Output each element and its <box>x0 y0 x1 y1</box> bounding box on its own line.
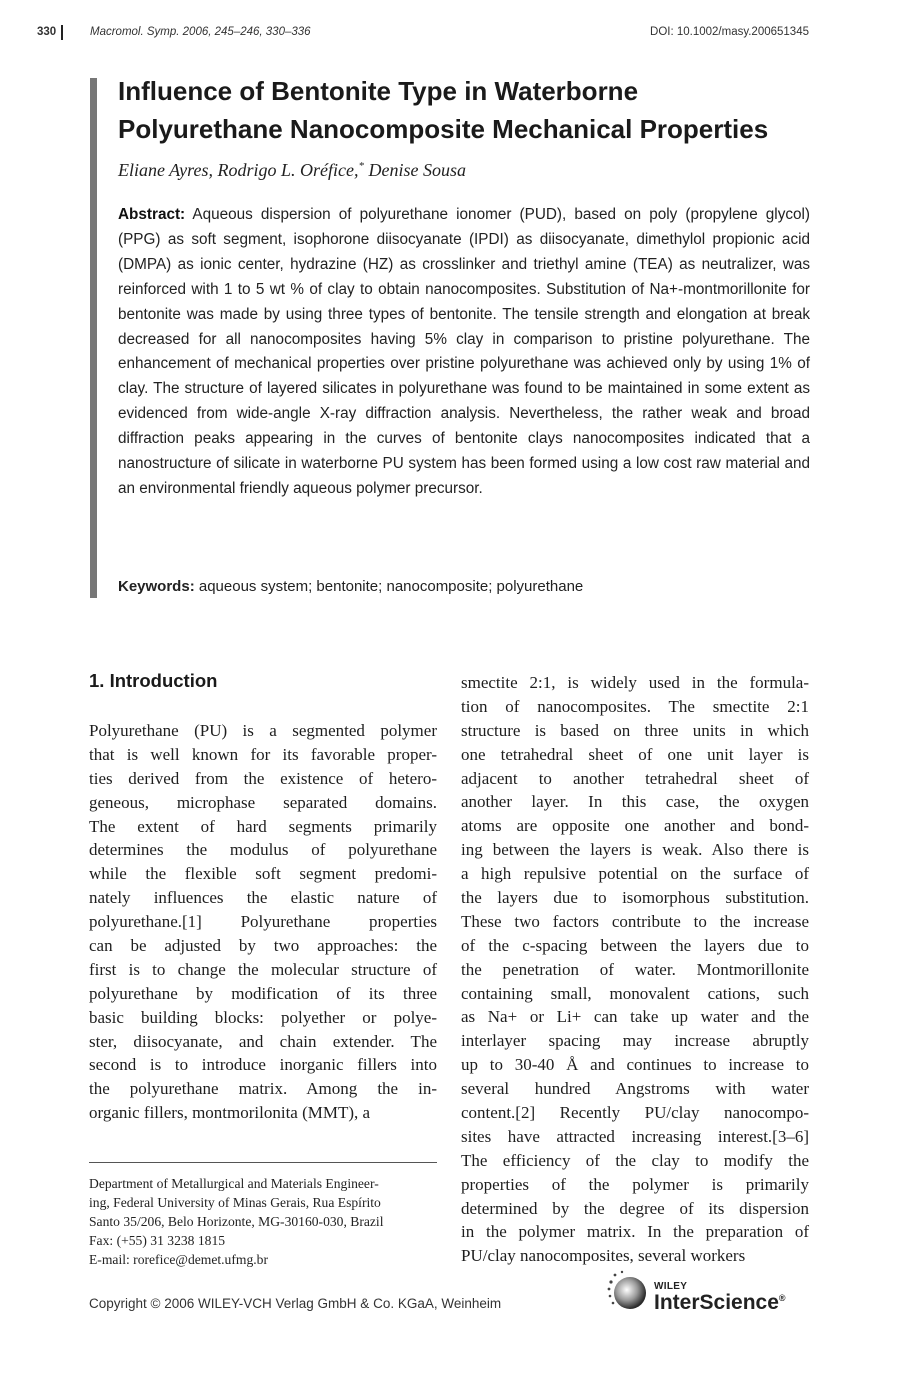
body-text-line: the layers due to isomorphous substitution. <box>461 888 809 908</box>
body-text-line: ing between the layers is weak. Also there is <box>461 840 809 860</box>
body-text-line: one tetrahedral sheet of one unit layer is <box>461 744 809 764</box>
body-text-line: polyurethane by modification of its three <box>89 983 437 1003</box>
body-text-line: Polyurethane (PU) is a segmented polymer <box>89 721 437 740</box>
brand-name: InterScience <box>654 1291 779 1314</box>
body-text-line: as Na+ or Li+ can take up water and the <box>461 1007 809 1027</box>
body-text-line: smectite 2:1, is widely used in the formula- <box>461 673 809 692</box>
body-text-line: several hundred Angstroms with water <box>461 1079 809 1099</box>
wiley-interscience-logo <box>606 1269 816 1319</box>
body-text-line: ties derived from the existence of hetero- <box>89 768 437 788</box>
body-text-line: a high repulsive potential on the surface of <box>461 864 809 884</box>
copyright-notice: Copyright © 2006 WILEY-VCH Verlag GmbH & Co. KGaA, Weinheim <box>89 1296 502 1311</box>
body-text-line: The extent of hard segments primarily <box>89 816 437 836</box>
affiliation-fax: Fax: (+55) 31 3238 1815 <box>89 1233 226 1248</box>
body-text-line: while the flexible soft segment predomi- <box>89 864 437 884</box>
body-text-line: the polyurethane matrix. Among the in- <box>89 1079 437 1099</box>
body-text-line: structure is based on three units in which <box>461 720 809 740</box>
body-text-line: basic building blocks: polyether or polye- <box>89 1007 437 1027</box>
affiliation-line: Santo 35/206, Belo Horizonte, MG-30160-030, Brazil <box>89 1214 384 1229</box>
article-title <box>118 72 838 148</box>
body-text-line: determines the modulus of polyurethane <box>89 840 437 860</box>
body-text-line: containing small, monovalent cations, such <box>461 983 809 1003</box>
doi: DOI: 10.1002/masy.200651345 <box>650 26 809 38</box>
journal-citation: Macromol. Symp. 2006, 245–246, 330–336 <box>90 26 311 38</box>
publisher-wordmark: WILEY <box>654 1281 688 1292</box>
body-text-line: These two factors contribute to the increase <box>461 911 809 931</box>
keywords <box>118 578 810 595</box>
body-text-line: properties of the polymer is primarily <box>461 1174 809 1194</box>
affiliation-line: ing, Federal University of Minas Gerais, Rua Espírito <box>89 1195 381 1210</box>
keywords-label: Keywords: <box>118 578 195 595</box>
affiliation-email: E-mail: rorefice@demet.ufmg.br <box>89 1252 268 1267</box>
body-text-line: content.[2] Recently PU/clay nanocompo- <box>461 1103 809 1123</box>
title-line: Polyurethane Nanocomposite Mechanical Properties <box>118 114 769 144</box>
body-text-line: another layer. In this case, the oxygen <box>461 792 809 812</box>
body-text-line: that is well known for its favorable proper- <box>89 744 437 764</box>
corresponding-author-mark: * <box>358 160 364 172</box>
author-last: Denise Sousa <box>363 160 466 180</box>
body-text-line: can be adjusted by two approaches: the <box>89 936 437 956</box>
body-text-line: first is to change the molecular structure of <box>89 959 437 979</box>
abstract-text: Aqueous dispersion of polyurethane ionomer (PUD), based on poly (propylene glycol) (PPG) as soft segment, isophorone diisocyanate (IPDI) as diisocyanate, dimethylol propionic acid (DMPA) as ionic center, hydrazine (HZ) as crosslinker and triethyl amine (TEA) as neutralizer, was reinforced with 1 to 5 wt % of clay to obtain nanocomposites. Substitution of Na+-montmorillonite for bentonite was made by using three types of bentonite. The tensile strength and elongation at break decreased for all nanocomposites having 5% clay in comparison to pristine polyurethane. The enhancement of mechanical properties over pristine polyurethane was achieved only by using 1% of clay. The structure of layered silicates in polyurethane was found to be maintained in some extent as evidenced from wide-angle X-ray diffraction analysis. Nevertheless, the rather weak and broad diffraction peaks appearing in the curves of bentonite clays nanocomposites indicated that a nanostructure of silicate in waterborne PU system has been formed using a low cost raw material and an environmental friendly aqueous polymer precursor. <box>118 206 811 497</box>
body-text-line: determined by the degree of its dispersion <box>461 1198 809 1218</box>
body-text-line: of the c-spacing between the layers due to <box>461 935 809 955</box>
body-column-left <box>89 719 437 1125</box>
running-header <box>37 26 809 44</box>
abstract <box>118 203 810 502</box>
body-text-line: ster, diisocyanate, and chain extender. The <box>89 1031 437 1051</box>
header-divider <box>61 25 63 40</box>
body-text-line: tion of nanocomposites. The smectite 2:1 <box>461 696 809 716</box>
abstract-accent-bar <box>90 78 97 598</box>
abstract-label: Abstract: <box>118 206 186 223</box>
body-text-line: The efficiency of the clay to modify the <box>461 1150 809 1170</box>
author-names: Eliane Ayres, Rodrigo L. Oréfice, <box>118 160 359 180</box>
body-text-line: interlayer spacing may increase abruptly <box>461 1031 809 1051</box>
body-text-line: adjacent to another tetrahedral sheet of <box>461 768 809 788</box>
body-text-line: the penetration of water. Montmorillonite <box>461 959 809 979</box>
body-text-line: up to 30-40 Å and continues to increase to <box>461 1055 809 1075</box>
section-heading-introduction: 1. Introduction <box>89 670 218 691</box>
body-text-line: polyurethane.[1] Polyurethane properties <box>89 912 437 932</box>
footnote-divider <box>89 1162 437 1163</box>
interscience-globe-icon <box>606 1269 650 1315</box>
affiliation-footnote <box>89 1174 437 1269</box>
body-column-right <box>461 671 809 1268</box>
body-text-line: second is to introduce inorganic fillers into <box>89 1055 437 1075</box>
body-text-line: atoms are opposite one another and bond- <box>461 816 809 836</box>
body-text-line: organic fillers, montmorilonita (MMT), a <box>89 1103 371 1123</box>
affiliation-line: Department of Metallurgical and Materials Engineer- <box>89 1176 379 1191</box>
body-text-line: sites have attracted increasing interest.[3–6] <box>461 1126 809 1146</box>
registered-mark: ® <box>778 1293 786 1303</box>
body-text-line: nately influences the elastic nature of <box>89 888 437 908</box>
brand-wordmark <box>654 1291 786 1315</box>
body-text-line: geneous, microphase separated domains. <box>89 792 437 812</box>
keywords-text: aqueous system; bentonite; nanocomposite; polyurethane <box>198 578 584 595</box>
author-list <box>118 160 838 181</box>
page-number: 330 <box>37 26 57 38</box>
body-text-line: PU/clay nanocomposites, several workers <box>461 1246 746 1266</box>
body-text-line: in the polymer matrix. In the preparation of <box>461 1222 809 1242</box>
title-line: Influence of Bentonite Type in Waterborne <box>118 76 639 106</box>
